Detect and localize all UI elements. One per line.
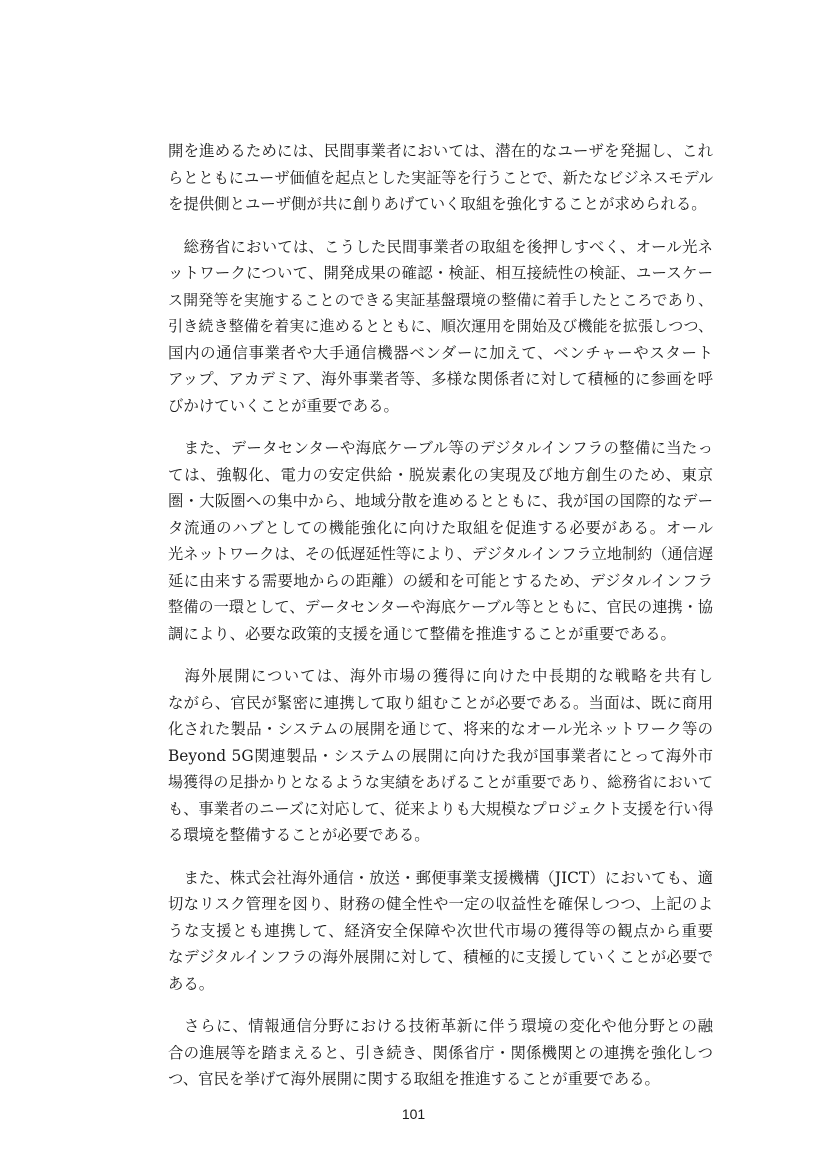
paragraph (168, 138, 713, 218)
text-line: 延に由来する需要地からの距離）の緩和を可能とするため、デジタルインフラ (168, 571, 713, 590)
text-line: びかけていくことが重要である。 (168, 396, 399, 415)
text-line: また、株式会社海外通信・放送・郵便事業支援機構（JICT）においても、適 (168, 868, 713, 887)
text-line: ットワークについて、開発成果の確認・検証、相互接続性の検証、ユースケー (168, 264, 713, 282)
text-line: も、事業者のニーズに対応して、従来よりも大規模なプロジェクト支援を行い得 (168, 799, 714, 818)
paragraph (168, 663, 713, 849)
text-line: 切なリスク管理を図り、財務の健全性や一定の収益性を確保しつつ、上記のよ (168, 895, 713, 913)
text-line: 総務省においては、こうした民間事業者の取組を後押しすべく、オール光ネ (168, 237, 713, 256)
text-line: ある。 (168, 974, 215, 993)
text-line: Beyond 5G関連製品・システムの展開に向けた我が国事業者にとって海外市 (168, 746, 713, 765)
text-line: ながら、官民が緊密に連携して取り組むことが必要である。当面は、既に商用 (168, 693, 713, 712)
text-line: らとともにユーザ価値を起点とした実証等を行うことで、新たなビジネスモデル (168, 168, 714, 187)
text-line: ては、強靱化、電力の安定供給・脱炭素化の実現及び地方創生のため、東京 (168, 465, 713, 484)
text-line: なデジタルインフラの海外展開に対して、積極的に支援していくことが必要で (168, 948, 713, 966)
paragraph (168, 234, 713, 420)
text-line: 海外展開については、海外市場の獲得に向けた中長期的な戦略を共有し (168, 667, 713, 685)
text-line: アップ、アカデミア、海外事業者等、多様な関係者に対して積極的に参画を呼 (168, 370, 713, 388)
text-line: また、データセンターや海底ケーブル等のデジタルインフラの整備に当たっ (168, 439, 713, 457)
text-line: 場獲得の足掛かりとなるような実績をあげることが重要であり、総務省において (168, 773, 713, 791)
text-line: る環境を整備することが必要である。 (168, 826, 430, 844)
text-line: うな支援とも連携して、経済安全保障や次世代市場の獲得等の観点から重要 (168, 921, 713, 940)
text-line: 国内の通信事業者や大手通信機器ベンダーに加えて、ベンチャーやスタート (168, 343, 713, 362)
text-line: 光ネットワークは、その低遅延性等により、デジタルインフラ立地制約（通信遅 (168, 545, 714, 563)
text-line: 整備の一環として、データセンターや海底ケーブル等とともに、官民の連携・協 (168, 598, 713, 616)
text-line: ス開発等を実施することのできる実証基盤環境の整備に着手したところであり、 (168, 290, 713, 309)
paragraph (168, 435, 713, 647)
text-line: を提供側とユーザ側が共に創りあげていく取組を強化することが求められる。 (168, 195, 707, 213)
paragraph (168, 1013, 713, 1093)
text-line: 合の進展等を踏まえると、引き続き、関係省庁・関係機関との連携を強化しつ (168, 1043, 713, 1062)
paragraph (168, 865, 713, 998)
text-line: 調により、必要な政策的支援を通じて整備を推進することが重要である。 (168, 624, 676, 643)
text-line: 圏・大阪圏への集中から、地域分散を進めるとともに、我が国の国際的なデー (168, 492, 713, 510)
body-text (168, 138, 713, 1109)
text-line: 引き続き整備を着実に進めるとともに、順次運用を開始及び機能を拡張しつつ、 (168, 317, 713, 335)
text-line: 開を進めるためには、民間事業者においては、潜在的なユーザを発掘し、これ (168, 142, 713, 160)
text-line: つ、官民を挙げて海外展開に関する取組を推進することが重要である。 (168, 1070, 660, 1088)
text-line: 化された製品・システムの展開を通じて、将来的なオール光ネットワーク等の (168, 720, 713, 738)
text-line: さらに、情報通信分野における技術革新に伴う環境の変化や他分野との融 (168, 1017, 713, 1035)
page-number: 101 (401, 1106, 426, 1122)
text-line: タ流通のハブとしての機能強化に向けた取組を促進する必要がある。オール (168, 518, 713, 537)
